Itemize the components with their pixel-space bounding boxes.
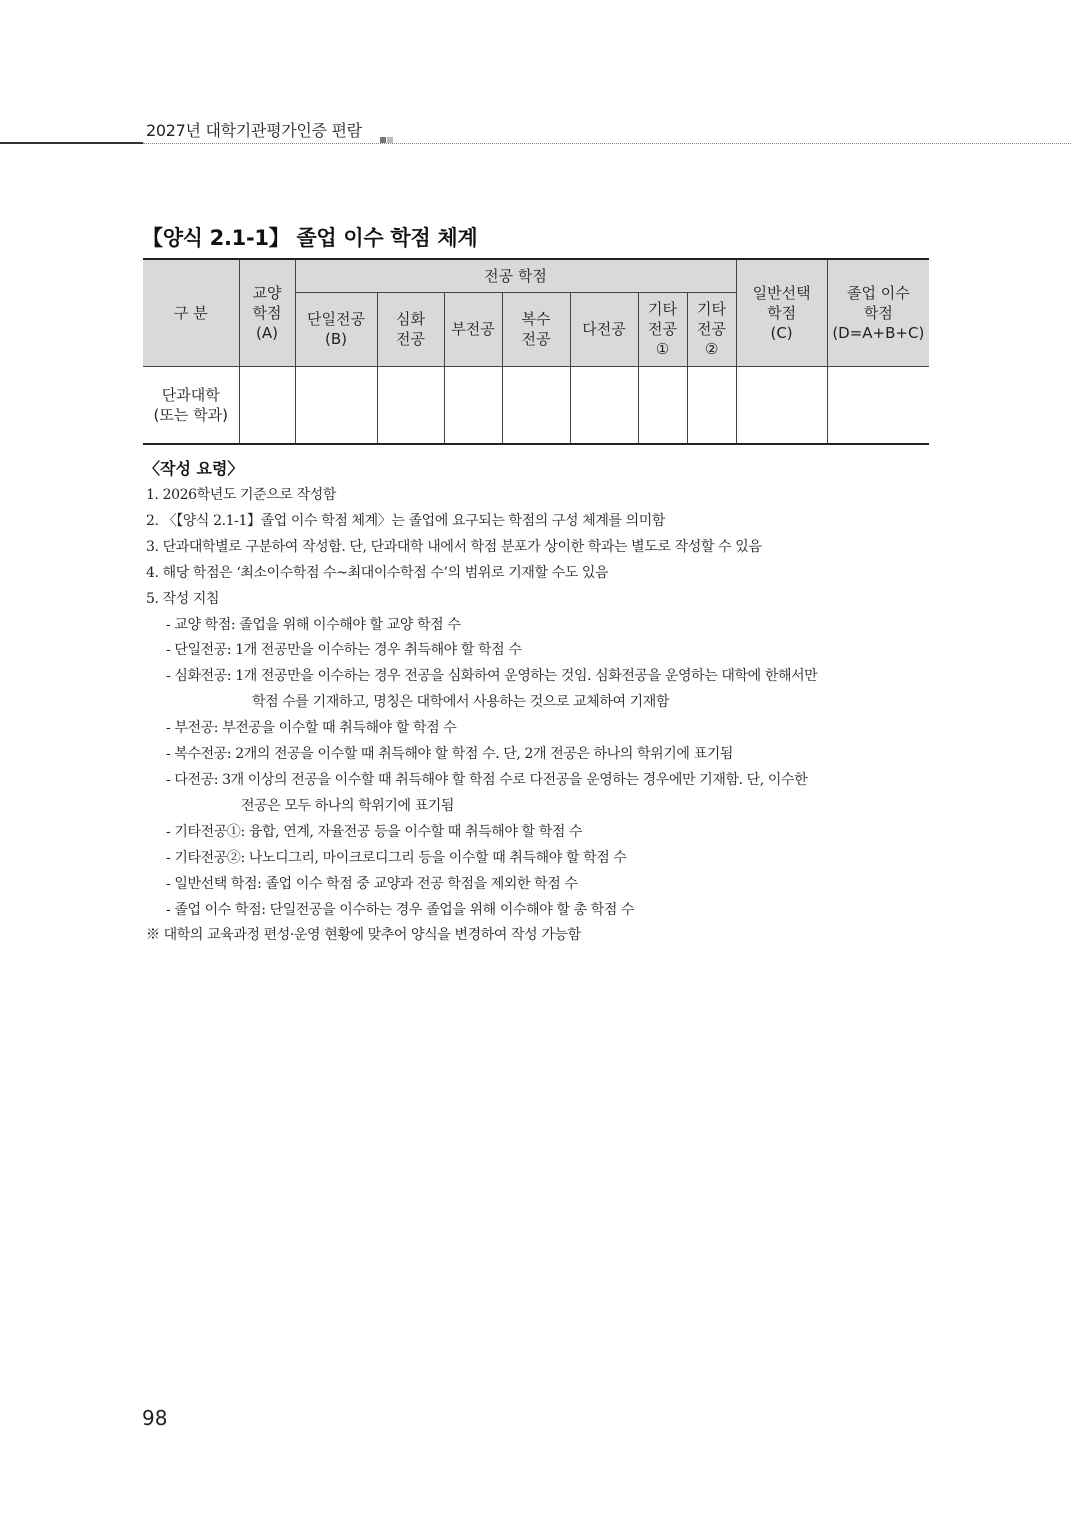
header-double-major: 복수 전공 <box>502 292 570 366</box>
guide-single: - 단일전공: 1개 전공만을 이수하는 경우 취득해야 할 학점 수 <box>166 642 522 659</box>
header-major-credits: 전공 학점 <box>295 259 736 292</box>
cell-double-major[interactable] <box>502 366 570 444</box>
header-decoration <box>380 128 394 147</box>
cell-single-major[interactable] <box>295 366 377 444</box>
guide-minor: - 부전공: 부전공을 이수할 때 취득해야 할 학점 수 <box>166 720 457 737</box>
guide-other1: - 기타전공①: 융합, 연계, 자율전공 등을 이수할 때 취득해야 할 학점 수 <box>166 823 583 840</box>
table-row <box>143 366 929 444</box>
cell-total[interactable] <box>827 366 929 444</box>
guide-total: - 졸업 이수 학점: 단일전공을 이수하는 경우 졸업을 위해 이수해야 할 총 학점 수 <box>166 901 635 918</box>
note-item: 5. 작성 지침 <box>146 590 220 607</box>
header-general-credits: 교양 학점 (A) <box>239 259 295 366</box>
header-multi-major: 다전공 <box>570 292 638 366</box>
cell-other-major-1[interactable] <box>638 366 687 444</box>
notes-title: 〈작성 요령〉 <box>144 459 244 478</box>
running-header: 2027년 대학기관평가인증 편람 <box>146 121 362 140</box>
note-item: 4. 해당 학점은 ‘최소이수학점 수~최대이수학점 수’의 범위로 기재할 수도 있음 <box>146 564 609 581</box>
guide-advanced: - 심화전공: 1개 전공만을 이수하는 경우 전공을 심화하여 운영하는 것임. 심화전공을 운영하는 대학에 한해서만 <box>166 668 818 685</box>
credit-structure-table <box>143 258 929 445</box>
remark-note: ※ 대학의 교육과정 편성·운영 현황에 맞추어 양식을 변경하여 작성 가능함 <box>146 927 581 944</box>
row-label-college: 단과대학 (또는 학과) <box>143 366 239 444</box>
guide-elective: - 일반선택 학점: 졸업 이수 학점 중 교양과 전공 학점을 제외한 학점 수 <box>166 875 578 892</box>
note-item: 2. 〈【양식 2.1-1】졸업 이수 학점 체계〉는 졸업에 요구되는 학점의 구성 체계를 의미함 <box>146 512 666 529</box>
cell-minor[interactable] <box>444 366 502 444</box>
header-other-major-1: 기타 전공 ① <box>638 292 687 366</box>
cell-elective[interactable] <box>736 366 827 444</box>
header-total-credits: 졸업 이수 학점 (D=A+B+C) <box>827 259 929 366</box>
guide-other2: - 기타전공②: 나노디그리, 마이크로디그리 등을 이수할 때 취득해야 할 학점 수 <box>166 849 627 866</box>
header-category: 구 분 <box>143 259 239 366</box>
header-minor: 부전공 <box>444 292 502 366</box>
page-number: 98 <box>142 1406 168 1430</box>
cell-general[interactable] <box>239 366 295 444</box>
guide-double: - 복수전공: 2개의 전공을 이수할 때 취득해야 할 학점 수. 단, 2개 전공은 하나의 학위기에 표기됨 <box>166 746 733 763</box>
cell-multi-major[interactable] <box>570 366 638 444</box>
guide-multi: - 다전공: 3개 이상의 전공을 이수할 때 취득해야 할 학점 수로 다전공을 운영하는 경우에만 기재함. 단, 이수한 <box>166 771 808 788</box>
cell-advanced-major[interactable] <box>377 366 444 444</box>
guide-multi-continued: 전공은 모두 하나의 학위기에 표기됨 <box>241 797 455 814</box>
header-elective-credits: 일반선택 학점 (C) <box>736 259 827 366</box>
cell-other-major-2[interactable] <box>687 366 736 444</box>
notes-list <box>146 483 946 949</box>
header-advanced-major: 심화 전공 <box>377 292 444 366</box>
note-item: 3. 단과대학별로 구분하여 작성함. 단, 단과대학 내에서 학점 분포가 상이한 학과는 별도로 작성할 수 있음 <box>146 538 762 555</box>
header-single-major: 단일전공 (B) <box>295 292 377 366</box>
guide-advanced-continued: 학점 수를 기재하고, 명칭은 대학에서 사용하는 것으로 교체하여 기재함 <box>252 694 670 711</box>
note-item: 1. 2026학년도 기준으로 작성함 <box>146 487 336 503</box>
header-other-major-2: 기타 전공 ② <box>687 292 736 366</box>
header-rule-thick <box>0 142 143 144</box>
header-rule-dotted <box>143 143 1071 144</box>
guide-general: - 교양 학점: 졸업을 위해 이수해야 할 교양 학점 수 <box>166 616 461 633</box>
form-title: 【양식 2.1-1】 졸업 이수 학점 체계 <box>142 226 478 250</box>
